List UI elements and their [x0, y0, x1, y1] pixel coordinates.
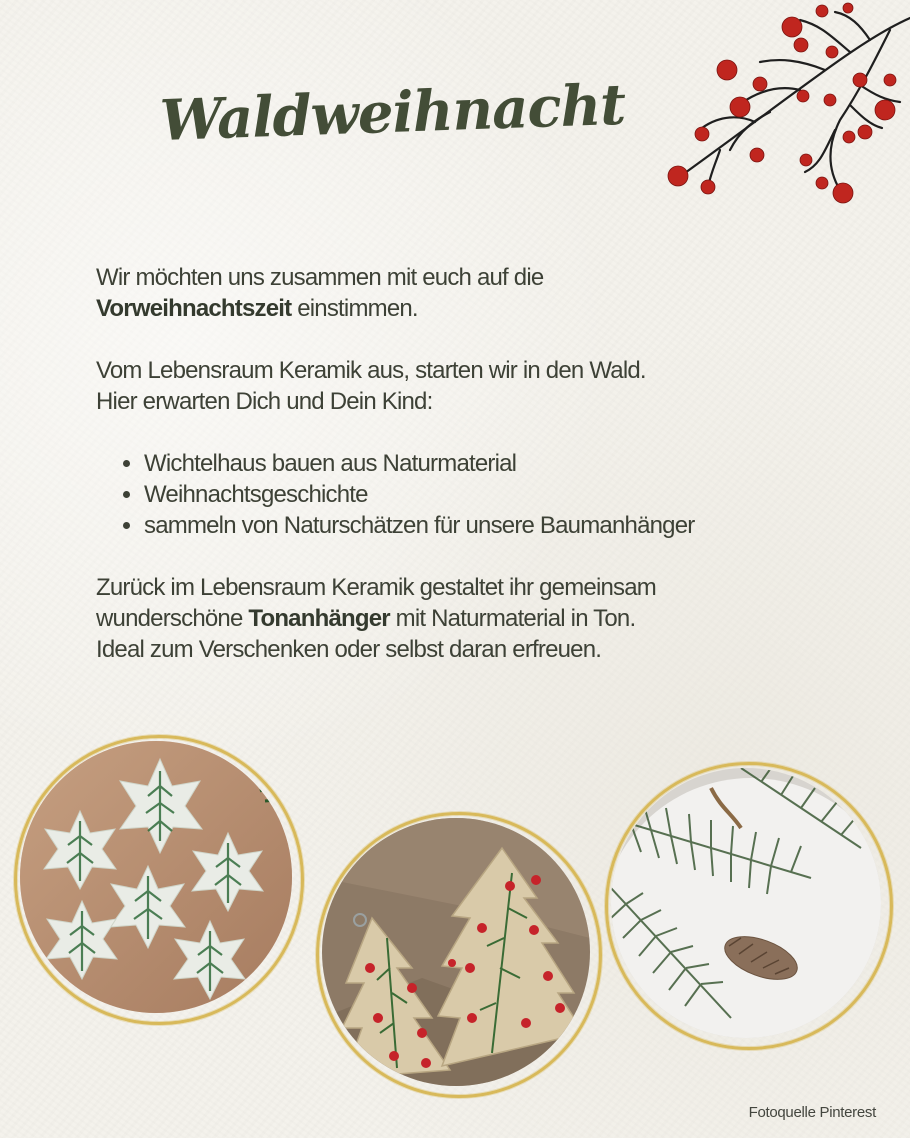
- photo-tree-ornaments: [322, 818, 590, 1086]
- list-item: • sammeln von Naturschätzen für unsere Baumanhänger: [144, 510, 796, 541]
- page-title: Waldweihnacht: [158, 71, 627, 154]
- photo-credit: Fotoquelle Pinterest: [748, 1104, 876, 1121]
- list-item: • Weihnachtsgeschichte: [144, 479, 796, 510]
- intro-paragraph: [96, 262, 796, 324]
- program-line1: Vom Lebensraum Keramik aus, starten wir in den Wald.: [96, 357, 646, 384]
- activity-list: [96, 448, 796, 541]
- main-text: [96, 262, 796, 696]
- return-line3: Ideal zum Verschenken oder selbst daran erfreuen.: [96, 636, 602, 663]
- return-line2-bold: Tonanhänger: [248, 605, 390, 632]
- return-line2-after: mit Naturmaterial in Ton.: [389, 605, 636, 632]
- intro-after-bold: einstimmen.: [291, 295, 418, 322]
- photo-pine-disc: [611, 768, 881, 1038]
- return-paragraph: [96, 572, 796, 665]
- photo-star-ornaments: [20, 741, 292, 1013]
- program-line2: Hier erwarten Dich und Dein Kind:: [96, 388, 433, 415]
- intro-line1: Wir möchten uns zusammen mit euch auf die: [96, 264, 544, 291]
- intro-bold: Vorweihnachtszeit: [96, 295, 292, 322]
- program-paragraph: [96, 355, 796, 417]
- return-line1: Zurück im Lebensraum Keramik gestaltet ihr gemeinsam: [96, 574, 656, 601]
- return-line2-before: wunderschöne: [96, 605, 249, 632]
- berry-branch-icon: [660, 0, 910, 215]
- list-item: • Wichtelhaus bauen aus Naturmaterial: [144, 448, 796, 479]
